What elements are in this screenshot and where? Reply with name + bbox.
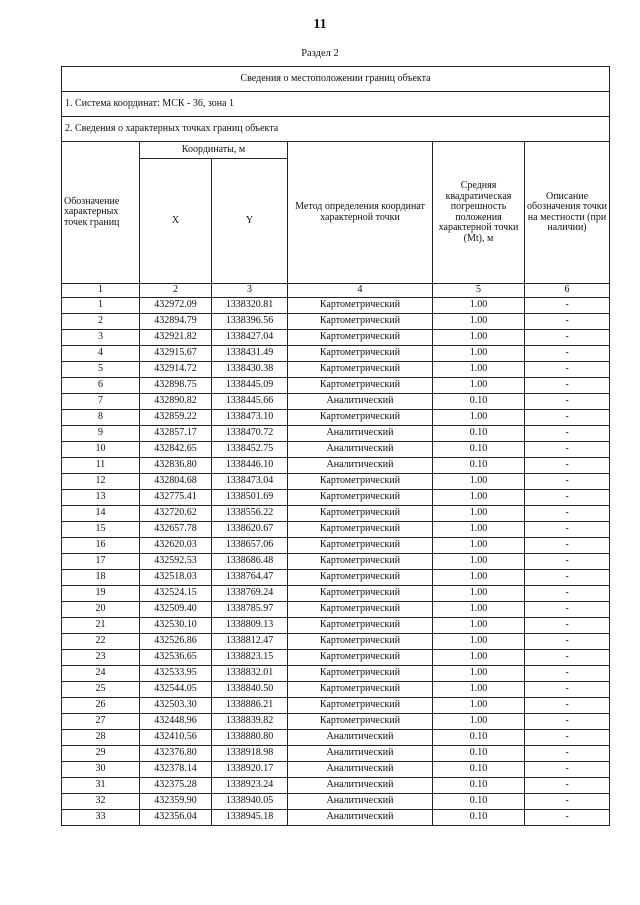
column-number: 1 xyxy=(62,284,140,298)
method-cell: Картометрический xyxy=(288,410,433,426)
description-cell: - xyxy=(525,778,610,794)
point-number: 6 xyxy=(62,378,140,394)
error-cell: 1.00 xyxy=(433,570,525,586)
method-cell: Картометрический xyxy=(288,490,433,506)
description-cell: - xyxy=(525,474,610,490)
point-number: 14 xyxy=(62,506,140,522)
coord-x: 432375.28 xyxy=(140,778,212,794)
point-number: 3 xyxy=(62,330,140,346)
method-cell: Аналитический xyxy=(288,442,433,458)
description-cell: - xyxy=(525,538,610,554)
description-cell: - xyxy=(525,314,610,330)
point-number: 5 xyxy=(62,362,140,378)
coord-y: 1338880.80 xyxy=(212,730,288,746)
error-cell: 1.00 xyxy=(433,474,525,490)
description-cell: - xyxy=(525,682,610,698)
error-cell: 1.00 xyxy=(433,554,525,570)
error-cell: 1.00 xyxy=(433,682,525,698)
coord-y: 1338501.69 xyxy=(212,490,288,506)
header-y: Y xyxy=(212,159,288,284)
table-row xyxy=(62,778,610,794)
coord-x: 432657.78 xyxy=(140,522,212,538)
table-row xyxy=(62,538,610,554)
table-row xyxy=(62,666,610,682)
table-row xyxy=(62,298,610,314)
table-row xyxy=(62,522,610,538)
method-cell: Картометрический xyxy=(288,362,433,378)
coord-y: 1338452.75 xyxy=(212,442,288,458)
coord-x: 432592.53 xyxy=(140,554,212,570)
method-cell: Картометрический xyxy=(288,346,433,362)
description-cell: - xyxy=(525,410,610,426)
coord-x: 432448.96 xyxy=(140,714,212,730)
coord-y: 1338823.15 xyxy=(212,650,288,666)
error-cell: 1.00 xyxy=(433,522,525,538)
description-cell: - xyxy=(525,810,610,826)
coord-x: 432836.80 xyxy=(140,458,212,474)
description-cell: - xyxy=(525,346,610,362)
coord-y: 1338320.81 xyxy=(212,298,288,314)
page-number: 11 xyxy=(313,17,327,32)
coord-y: 1338785.97 xyxy=(212,602,288,618)
point-number: 8 xyxy=(62,410,140,426)
method-cell: Картометрический xyxy=(288,474,433,490)
coord-x: 432921.82 xyxy=(140,330,212,346)
table-row xyxy=(62,570,610,586)
coord-y: 1338430.38 xyxy=(212,362,288,378)
error-cell: 1.00 xyxy=(433,602,525,618)
method-cell: Картометрический xyxy=(288,554,433,570)
point-number: 2 xyxy=(62,314,140,330)
error-cell: 0.10 xyxy=(433,458,525,474)
table-row xyxy=(62,650,610,666)
coord-x: 432775.41 xyxy=(140,490,212,506)
point-number: 31 xyxy=(62,778,140,794)
error-cell: 1.00 xyxy=(433,538,525,554)
point-number: 9 xyxy=(62,426,140,442)
error-cell: 1.00 xyxy=(433,666,525,682)
error-cell: 0.10 xyxy=(433,730,525,746)
table-row xyxy=(62,394,610,410)
error-cell: 1.00 xyxy=(433,378,525,394)
method-cell: Картометрический xyxy=(288,538,433,554)
point-number: 32 xyxy=(62,794,140,810)
coord-x: 432378.14 xyxy=(140,762,212,778)
point-number: 20 xyxy=(62,602,140,618)
coord-y: 1338657.06 xyxy=(212,538,288,554)
point-number: 18 xyxy=(62,570,140,586)
coord-y: 1338769.24 xyxy=(212,586,288,602)
table-row xyxy=(62,426,610,442)
point-number: 29 xyxy=(62,746,140,762)
coord-y: 1338840.50 xyxy=(212,682,288,698)
error-cell: 0.10 xyxy=(433,810,525,826)
description-cell: - xyxy=(525,698,610,714)
method-cell: Аналитический xyxy=(288,458,433,474)
coord-x: 432890.82 xyxy=(140,394,212,410)
method-cell: Картометрический xyxy=(288,586,433,602)
coord-y: 1338445.66 xyxy=(212,394,288,410)
error-cell: 1.00 xyxy=(433,330,525,346)
error-cell: 0.10 xyxy=(433,426,525,442)
coord-y: 1338940.05 xyxy=(212,794,288,810)
table-row xyxy=(62,698,610,714)
method-cell: Аналитический xyxy=(288,794,433,810)
description-cell: - xyxy=(525,714,610,730)
section-label: Раздел 2 xyxy=(301,48,339,59)
coord-x: 432533.95 xyxy=(140,666,212,682)
coord-x: 432804.68 xyxy=(140,474,212,490)
point-number: 19 xyxy=(62,586,140,602)
table-row xyxy=(62,314,610,330)
method-cell: Аналитический xyxy=(288,778,433,794)
coord-y: 1338945.18 xyxy=(212,810,288,826)
coord-y: 1338686.48 xyxy=(212,554,288,570)
table-row xyxy=(62,378,610,394)
error-cell: 0.10 xyxy=(433,746,525,762)
header-error: Средняя квадратическая погрешность положения характерной точки (Mt), м xyxy=(433,142,525,284)
description-cell: - xyxy=(525,330,610,346)
point-number: 28 xyxy=(62,730,140,746)
point-number: 13 xyxy=(62,490,140,506)
table-row xyxy=(62,714,610,730)
description-cell: - xyxy=(525,378,610,394)
error-cell: 1.00 xyxy=(433,586,525,602)
column-number: 4 xyxy=(288,284,433,298)
coord-x: 432410.56 xyxy=(140,730,212,746)
coord-y: 1338446.10 xyxy=(212,458,288,474)
coord-y: 1338886.21 xyxy=(212,698,288,714)
coord-x: 432914.72 xyxy=(140,362,212,378)
coord-x: 432503.30 xyxy=(140,698,212,714)
point-number: 21 xyxy=(62,618,140,634)
method-cell: Картометрический xyxy=(288,330,433,346)
coord-y: 1338620.67 xyxy=(212,522,288,538)
description-cell: - xyxy=(525,394,610,410)
coord-x: 432720.62 xyxy=(140,506,212,522)
point-number: 15 xyxy=(62,522,140,538)
coord-x: 432915.67 xyxy=(140,346,212,362)
coord-y: 1338396.56 xyxy=(212,314,288,330)
description-cell: - xyxy=(525,554,610,570)
table-row xyxy=(62,794,610,810)
coord-x: 432524.15 xyxy=(140,586,212,602)
table-row xyxy=(62,330,610,346)
table-row xyxy=(62,730,610,746)
column-numbers-row xyxy=(62,284,610,298)
description-cell: - xyxy=(525,298,610,314)
description-cell: - xyxy=(525,730,610,746)
method-cell: Картометрический xyxy=(288,506,433,522)
point-number: 11 xyxy=(62,458,140,474)
coord-y: 1338427.04 xyxy=(212,330,288,346)
method-cell: Аналитический xyxy=(288,394,433,410)
description-cell: - xyxy=(525,570,610,586)
method-cell: Картометрический xyxy=(288,298,433,314)
error-cell: 0.10 xyxy=(433,442,525,458)
header-x: X xyxy=(140,159,212,284)
table-row xyxy=(62,346,610,362)
table-row xyxy=(62,634,610,650)
column-number: 3 xyxy=(212,284,288,298)
coord-x: 432859.22 xyxy=(140,410,212,426)
table-row xyxy=(62,442,610,458)
error-cell: 0.10 xyxy=(433,762,525,778)
column-number: 5 xyxy=(433,284,525,298)
point-number: 12 xyxy=(62,474,140,490)
coord-y: 1338431.49 xyxy=(212,346,288,362)
method-cell: Картометрический xyxy=(288,666,433,682)
coordinate-system: 1. Система координат: МСК - 36, зона 1 xyxy=(62,92,610,117)
coord-x: 432972.09 xyxy=(140,298,212,314)
table-row xyxy=(62,810,610,826)
error-cell: 1.00 xyxy=(433,634,525,650)
coord-y: 1338445.09 xyxy=(212,378,288,394)
coord-x: 432518.03 xyxy=(140,570,212,586)
table-title: Сведения о местоположении границ объекта xyxy=(62,67,610,92)
point-number: 27 xyxy=(62,714,140,730)
coord-y: 1338812.47 xyxy=(212,634,288,650)
error-cell: 1.00 xyxy=(433,490,525,506)
error-cell: 0.10 xyxy=(433,794,525,810)
description-cell: - xyxy=(525,362,610,378)
method-cell: Картометрический xyxy=(288,602,433,618)
coord-y: 1338923.24 xyxy=(212,778,288,794)
coord-x: 432894.79 xyxy=(140,314,212,330)
description-cell: - xyxy=(525,522,610,538)
method-cell: Картометрический xyxy=(288,618,433,634)
coord-x: 432359.90 xyxy=(140,794,212,810)
method-cell: Аналитический xyxy=(288,426,433,442)
description-cell: - xyxy=(525,746,610,762)
boundary-points-table xyxy=(61,66,610,826)
header-coordinates: Координаты, м xyxy=(140,142,288,159)
error-cell: 0.10 xyxy=(433,778,525,794)
coord-y: 1338809.13 xyxy=(212,618,288,634)
description-cell: - xyxy=(525,458,610,474)
coord-x: 432620.03 xyxy=(140,538,212,554)
coord-y: 1338473.10 xyxy=(212,410,288,426)
points-heading: 2. Сведения о характерных точках границ объекта xyxy=(62,117,610,142)
error-cell: 1.00 xyxy=(433,618,525,634)
point-number: 4 xyxy=(62,346,140,362)
point-number: 16 xyxy=(62,538,140,554)
point-number: 25 xyxy=(62,682,140,698)
method-cell: Картометрический xyxy=(288,698,433,714)
method-cell: Картометрический xyxy=(288,378,433,394)
table-row xyxy=(62,458,610,474)
error-cell: 1.00 xyxy=(433,650,525,666)
table-row xyxy=(62,602,610,618)
method-cell: Картометрический xyxy=(288,682,433,698)
column-number: 2 xyxy=(140,284,212,298)
method-cell: Картометрический xyxy=(288,634,433,650)
table-row xyxy=(62,474,610,490)
point-number: 7 xyxy=(62,394,140,410)
error-cell: 1.00 xyxy=(433,698,525,714)
coord-x: 432530.10 xyxy=(140,618,212,634)
table-row xyxy=(62,410,610,426)
description-cell: - xyxy=(525,634,610,650)
table-row xyxy=(62,362,610,378)
point-number: 24 xyxy=(62,666,140,682)
description-cell: - xyxy=(525,666,610,682)
error-cell: 1.00 xyxy=(433,362,525,378)
method-cell: Аналитический xyxy=(288,762,433,778)
table-row xyxy=(62,762,610,778)
coord-x: 432356.04 xyxy=(140,810,212,826)
method-cell: Картометрический xyxy=(288,522,433,538)
table-row xyxy=(62,586,610,602)
error-cell: 1.00 xyxy=(433,506,525,522)
table-row xyxy=(62,554,610,570)
column-number: 6 xyxy=(525,284,610,298)
point-number: 22 xyxy=(62,634,140,650)
method-cell: Картометрический xyxy=(288,314,433,330)
table-row xyxy=(62,490,610,506)
coord-y: 1338764.47 xyxy=(212,570,288,586)
description-cell: - xyxy=(525,490,610,506)
point-number: 23 xyxy=(62,650,140,666)
description-cell: - xyxy=(525,442,610,458)
method-cell: Аналитический xyxy=(288,810,433,826)
description-cell: - xyxy=(525,762,610,778)
method-cell: Картометрический xyxy=(288,570,433,586)
table-row xyxy=(62,682,610,698)
header-method: Метод определения координат характерной точки xyxy=(288,142,433,284)
coord-y: 1338473.04 xyxy=(212,474,288,490)
error-cell: 1.00 xyxy=(433,346,525,362)
method-cell: Аналитический xyxy=(288,746,433,762)
description-cell: - xyxy=(525,794,610,810)
description-cell: - xyxy=(525,586,610,602)
coord-y: 1338918.98 xyxy=(212,746,288,762)
point-number: 33 xyxy=(62,810,140,826)
coord-x: 432857.17 xyxy=(140,426,212,442)
coord-y: 1338920.17 xyxy=(212,762,288,778)
coord-y: 1338839.82 xyxy=(212,714,288,730)
coord-x: 432536.65 xyxy=(140,650,212,666)
error-cell: 1.00 xyxy=(433,410,525,426)
error-cell: 1.00 xyxy=(433,714,525,730)
coord-x: 432544.05 xyxy=(140,682,212,698)
table-row xyxy=(62,618,610,634)
description-cell: - xyxy=(525,650,610,666)
coord-y: 1338832.01 xyxy=(212,666,288,682)
description-cell: - xyxy=(525,618,610,634)
description-cell: - xyxy=(525,602,610,618)
description-cell: - xyxy=(525,426,610,442)
coord-x: 432509.40 xyxy=(140,602,212,618)
coord-x: 432376.80 xyxy=(140,746,212,762)
method-cell: Аналитический xyxy=(288,730,433,746)
point-number: 10 xyxy=(62,442,140,458)
header-description: Описание обозначения точки на местности (при наличии) xyxy=(525,142,610,284)
table-row xyxy=(62,746,610,762)
method-cell: Картометрический xyxy=(288,650,433,666)
error-cell: 0.10 xyxy=(433,394,525,410)
error-cell: 1.00 xyxy=(433,298,525,314)
coord-y: 1338556.22 xyxy=(212,506,288,522)
coord-x: 432842.65 xyxy=(140,442,212,458)
table-row xyxy=(62,506,610,522)
error-cell: 1.00 xyxy=(433,314,525,330)
point-number: 30 xyxy=(62,762,140,778)
point-number: 26 xyxy=(62,698,140,714)
header-designation: Обозначение характерных точек границ xyxy=(62,142,140,284)
coord-x: 432526.86 xyxy=(140,634,212,650)
coord-y: 1338470.72 xyxy=(212,426,288,442)
point-number: 17 xyxy=(62,554,140,570)
description-cell: - xyxy=(525,506,610,522)
coord-x: 432898.75 xyxy=(140,378,212,394)
point-number: 1 xyxy=(62,298,140,314)
method-cell: Картометрический xyxy=(288,714,433,730)
